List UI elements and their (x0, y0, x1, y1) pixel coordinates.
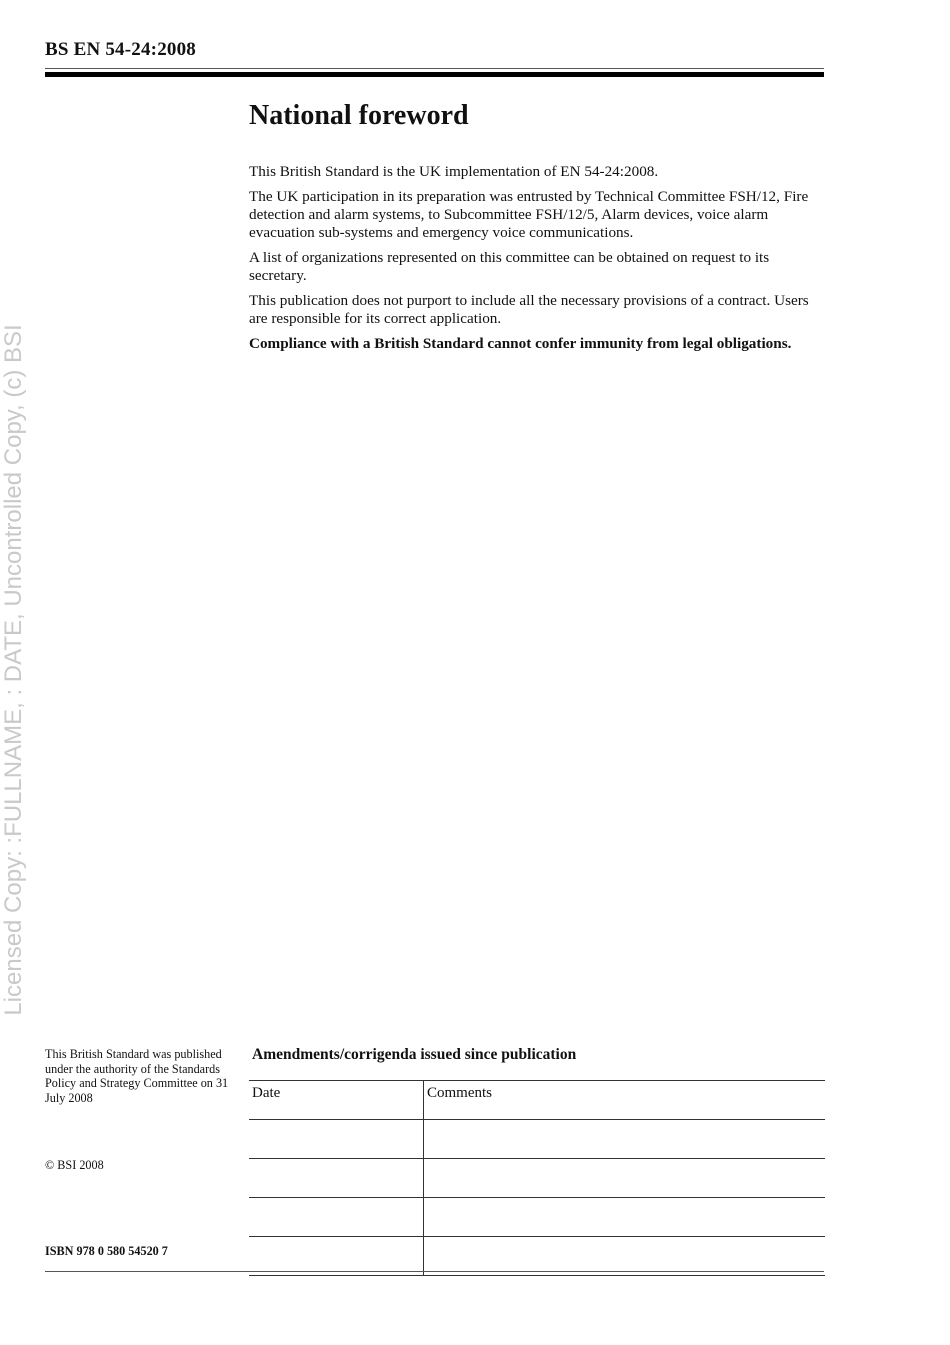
date-cell (249, 1120, 424, 1159)
date-cell (249, 1198, 424, 1237)
comments-cell (424, 1198, 826, 1237)
page-title: National foreword (249, 100, 469, 131)
header-rule-thin (45, 68, 824, 69)
paragraph-provisions: This publication does not purport to include all the necessary provisions of a contract. Users are responsible for its correct application. (249, 292, 809, 327)
comments-cell (424, 1120, 826, 1159)
amendments-heading: Amendments/corrigenda issued since publication (252, 1046, 577, 1063)
column-header-comments: Comments (424, 1081, 826, 1120)
header-rule-thick (45, 72, 824, 77)
isbn: ISBN 978 0 580 54520 7 (45, 1244, 168, 1258)
paragraph-implementation: This British Standard is the UK implementation of EN 54-24:2008. (249, 163, 659, 180)
foreword-body (249, 163, 829, 360)
compliance-note: Compliance with a British Standard cannot confer immunity from legal obligations. (249, 335, 792, 352)
table-row (249, 1198, 825, 1237)
comments-cell (424, 1237, 826, 1276)
license-watermark: Licensed Copy: :FULLNAME, : DATE, Uncontrolled Copy, (c) BSI (0, 324, 27, 1016)
comments-cell (424, 1159, 826, 1198)
footer-rule (45, 1271, 824, 1272)
table-row (249, 1159, 825, 1198)
paragraph-organizations: A list of organizations represented on this committee can be obtained on request to its secretary. (249, 249, 770, 284)
date-cell (249, 1159, 424, 1198)
date-cell (249, 1237, 424, 1276)
column-header-date: Date (249, 1081, 424, 1120)
publication-note: This British Standard was published under the authority of the Standards Policy and Strategy Committee on 31 July 2008 (45, 1047, 229, 1105)
amendments-table (249, 1080, 825, 1276)
table-header-row (249, 1081, 825, 1120)
table-row (249, 1120, 825, 1159)
copyright-notice: © BSI 2008 (45, 1158, 104, 1172)
table-row (249, 1237, 825, 1276)
document-id: BS EN 54-24:2008 (45, 39, 196, 60)
paragraph-participation: The UK participation in its preparation was entrusted by Technical Committee FSH/12, Fire detection and alarm systems, to Subcommittee FSH/12/5, Alarm devices, voice alarm evacuation sub-systems and emergency voice communications. (249, 188, 809, 241)
